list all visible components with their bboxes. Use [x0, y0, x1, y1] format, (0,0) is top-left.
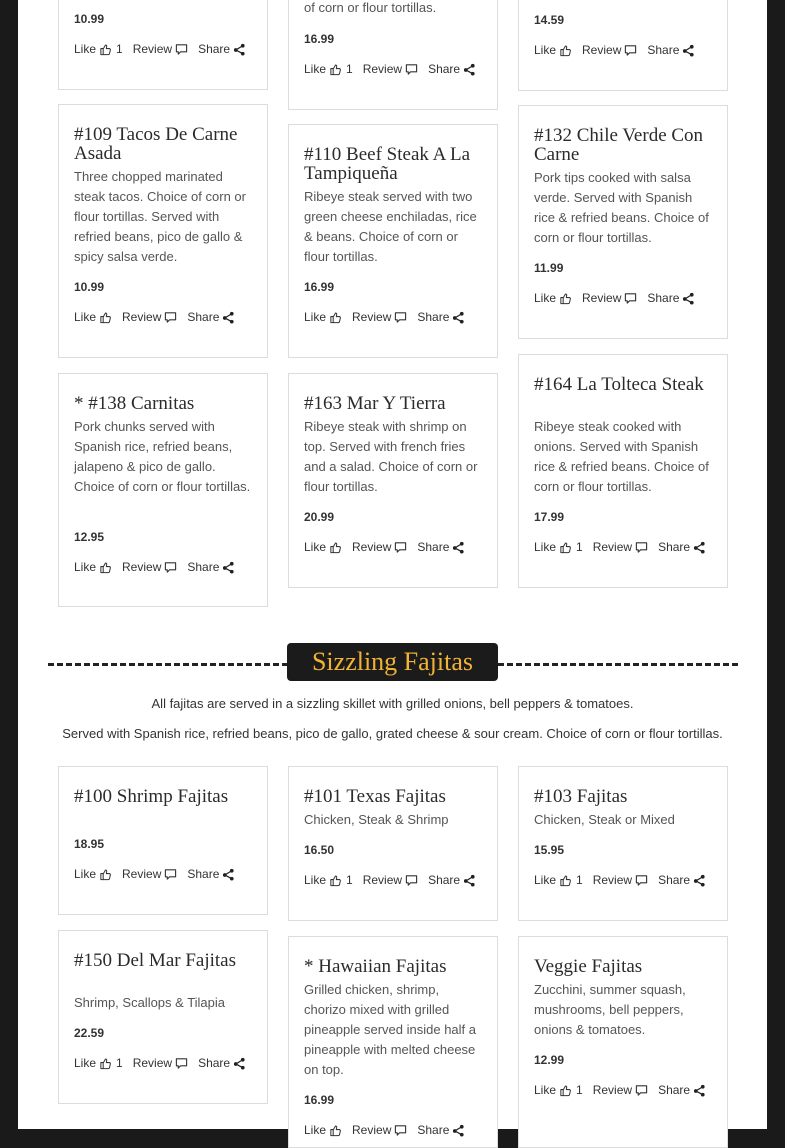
comment-icon [405, 874, 418, 887]
like-button[interactable] [534, 873, 583, 887]
share-label: Share [647, 291, 680, 305]
share-label: Share [658, 873, 691, 887]
review-button[interactable] [122, 310, 177, 324]
share-button[interactable] [198, 42, 246, 56]
comment-icon [394, 311, 407, 324]
thumbs-up-icon [329, 63, 342, 76]
share-icon [682, 44, 695, 57]
comment-icon [394, 1124, 407, 1137]
menu-item-card [288, 766, 498, 921]
like-count: 1 [116, 1056, 123, 1070]
menu-item-card [58, 0, 268, 90]
share-icon [222, 868, 235, 881]
like-label: Like [74, 560, 97, 574]
item-price: 12.95 [74, 530, 105, 544]
item-description: Ribeye steak served with two green cheese enchiladas, rice & beans. Choice of corn or flour tortillas. [304, 189, 477, 264]
like-button[interactable] [534, 540, 583, 554]
item-actions [534, 291, 695, 305]
item-actions [304, 1123, 465, 1137]
menu-page [18, 0, 767, 1137]
like-button[interactable] [74, 310, 112, 324]
menu-item-card [288, 0, 498, 110]
like-label: Like [74, 1056, 97, 1070]
share-button[interactable] [187, 310, 235, 324]
share-icon [452, 1124, 465, 1137]
like-label: Like [74, 310, 97, 324]
review-button[interactable] [582, 291, 637, 305]
review-label: Review [352, 310, 392, 324]
review-label: Review [122, 867, 162, 881]
share-icon [452, 541, 465, 554]
item-price: 16.99 [304, 1093, 335, 1107]
review-button[interactable] [122, 560, 177, 574]
item-actions [534, 540, 706, 554]
review-button[interactable] [133, 1056, 188, 1070]
item-description: Ribeye steak cooked with onions. Served with Spanish rice & refried beans. Choice of corn or flour tortillas. [534, 419, 709, 494]
comment-icon [624, 292, 637, 305]
like-button[interactable] [534, 291, 572, 305]
thumbs-up-icon [559, 292, 572, 305]
like-button[interactable] [74, 867, 112, 881]
like-label: Like [304, 540, 327, 554]
item-title: #150 Del Mar Fajitas [74, 950, 237, 971]
comment-icon [164, 868, 177, 881]
share-icon [693, 541, 706, 554]
share-label: Share [417, 1123, 450, 1137]
thumbs-up-icon [329, 1124, 342, 1137]
share-button[interactable] [417, 1123, 465, 1137]
share-button[interactable] [417, 310, 465, 324]
item-description: Pork tips cooked with salsa verde. Served with Spanish rice & refried beans. Choice of corn or flour tortillas. [534, 170, 709, 245]
like-button[interactable] [534, 43, 572, 57]
menu-item-card [518, 105, 728, 339]
like-label: Like [534, 540, 557, 554]
menu-item-card [518, 354, 728, 588]
item-actions [534, 43, 695, 57]
share-button[interactable] [417, 540, 465, 554]
item-description: of corn or flour tortillas. [304, 0, 437, 15]
menu-item-card [58, 104, 268, 358]
like-label: Like [534, 1083, 557, 1097]
item-price: 15.95 [534, 843, 565, 857]
item-price: 10.99 [74, 12, 105, 26]
item-price: 11.99 [534, 261, 564, 275]
item-title: * Hawaiian Fajitas [304, 956, 447, 977]
share-button[interactable] [198, 1056, 246, 1070]
thumbs-up-icon [99, 1057, 112, 1070]
share-button[interactable] [647, 43, 695, 57]
share-label: Share [428, 873, 461, 887]
like-label: Like [534, 291, 557, 305]
item-actions [304, 540, 465, 554]
like-label: Like [304, 62, 327, 76]
share-button[interactable] [658, 1083, 706, 1097]
comment-icon [175, 43, 188, 56]
share-button[interactable] [428, 873, 476, 887]
thumbs-up-icon [329, 874, 342, 887]
item-title: #132 Chile Verde Con Carne [534, 125, 704, 165]
like-label: Like [74, 867, 97, 881]
thumbs-up-icon [559, 1084, 572, 1097]
item-title: #101 Texas Fajitas [304, 786, 446, 807]
item-price: 17.99 [534, 510, 565, 524]
share-label: Share [647, 43, 680, 57]
like-count: 1 [346, 873, 353, 887]
like-label: Like [304, 1123, 327, 1137]
share-button[interactable] [187, 560, 235, 574]
item-actions [74, 560, 235, 574]
thumbs-up-icon [99, 43, 112, 56]
share-icon [233, 43, 246, 56]
share-label: Share [417, 540, 450, 554]
like-button[interactable] [74, 42, 123, 56]
like-count: 1 [116, 42, 123, 56]
share-label: Share [187, 867, 220, 881]
share-label: Share [198, 1056, 231, 1070]
review-label: Review [592, 1083, 633, 1097]
item-description: Chicken, Steak & Shrimp [304, 812, 449, 827]
menu-item-card [288, 373, 498, 588]
menu-item-card [288, 124, 498, 358]
item-description: Zucchini, summer squash, mushrooms, bell peppers, onions & tomatoes. [534, 982, 686, 1037]
thumbs-up-icon [559, 44, 572, 57]
item-description: Shrimp, Scallops & Tilapia [74, 995, 226, 1010]
item-actions [304, 62, 476, 76]
review-label: Review [352, 1123, 392, 1137]
item-price: 16.99 [304, 280, 335, 294]
thumbs-up-icon [99, 561, 112, 574]
like-count: 1 [576, 540, 583, 554]
like-button[interactable] [304, 873, 353, 887]
menu-item-card [58, 930, 268, 1104]
share-icon [693, 874, 706, 887]
like-button[interactable] [74, 560, 112, 574]
item-actions [304, 873, 476, 887]
share-label: Share [187, 310, 220, 324]
review-button[interactable] [363, 62, 418, 76]
item-actions [74, 867, 235, 881]
item-price: 16.99 [304, 32, 335, 46]
review-label: Review [352, 540, 392, 554]
comment-icon [635, 1084, 648, 1097]
item-actions [304, 310, 465, 324]
section-note: Served with Spanish rice, refried beans, pico de gallo, grated cheese & sour cream. Choice of corn or flour tortillas. [62, 726, 723, 741]
review-label: Review [132, 1056, 173, 1070]
review-label: Review [122, 560, 162, 574]
item-actions [74, 1056, 246, 1070]
item-title: * #138 Carnitas [74, 393, 195, 414]
item-description: Grilled chicken, shrimp, chorizo mixed with grilled pineapple served inside half a pineapple with melted cheese on top. [304, 982, 477, 1077]
item-description: Pork chunks served with Spanish rice, refried beans, jalapeno & pico de gallo. Choice of corn or flour tortillas. [74, 419, 251, 494]
item-title: #163 Mar Y Tierra [304, 393, 446, 414]
like-label: Like [534, 43, 557, 57]
item-title: #164 La Tolteca Steak [534, 374, 704, 395]
review-button[interactable] [582, 43, 637, 57]
menu-item-card [518, 936, 728, 1148]
share-label: Share [658, 1083, 691, 1097]
item-title: #109 Tacos De Carne Asada [74, 124, 238, 164]
item-title: #103 Fajitas [534, 786, 628, 807]
like-label: Like [304, 310, 327, 324]
review-label: Review [362, 62, 403, 76]
review-label: Review [592, 540, 633, 554]
share-button[interactable] [428, 62, 476, 76]
share-icon [222, 561, 235, 574]
like-button[interactable] [304, 62, 353, 76]
share-label: Share [198, 42, 231, 56]
menu-item-card [58, 766, 268, 915]
section-note: All fajitas are served in a sizzling skillet with grilled onions, bell peppers & tomatoes. [151, 696, 634, 711]
thumbs-up-icon [329, 311, 342, 324]
item-price: 10.99 [74, 280, 105, 294]
item-price: 14.59 [534, 13, 565, 27]
comment-icon [394, 541, 407, 554]
review-label: Review [122, 310, 162, 324]
review-label: Review [582, 43, 622, 57]
item-title: Veggie Fajitas [534, 956, 643, 977]
share-label: Share [658, 540, 691, 554]
item-price: 22.59 [74, 1026, 105, 1040]
share-label: Share [187, 560, 220, 574]
like-count: 1 [576, 873, 583, 887]
review-label: Review [362, 873, 403, 887]
like-button[interactable] [304, 540, 342, 554]
like-count: 1 [576, 1083, 583, 1097]
share-icon [463, 874, 476, 887]
review-button[interactable] [122, 867, 177, 881]
like-button[interactable] [304, 1123, 342, 1137]
item-price: 16.50 [304, 843, 335, 857]
comment-icon [164, 561, 177, 574]
item-title: #100 Shrimp Fajitas [74, 786, 229, 807]
share-icon [463, 63, 476, 76]
like-button[interactable] [304, 310, 342, 324]
share-icon [682, 292, 695, 305]
like-label: Like [304, 873, 327, 887]
thumbs-up-icon [99, 868, 112, 881]
item-actions [534, 873, 706, 887]
item-price: 18.95 [74, 837, 105, 851]
item-title: #110 Beef Steak A La Tampiqueña [304, 144, 471, 184]
share-icon [452, 311, 465, 324]
like-button[interactable] [534, 1083, 583, 1097]
review-button[interactable] [352, 1123, 407, 1137]
item-price: 20.99 [304, 510, 335, 524]
review-button[interactable] [593, 1083, 648, 1097]
thumbs-up-icon [559, 541, 572, 554]
review-label: Review [582, 291, 622, 305]
share-button[interactable] [187, 867, 235, 881]
comment-icon [624, 44, 637, 57]
review-button[interactable] [133, 42, 188, 56]
thumbs-up-icon [99, 311, 112, 324]
like-count: 1 [346, 62, 353, 76]
thumbs-up-icon [559, 874, 572, 887]
menu-item-card [518, 766, 728, 921]
review-button[interactable] [352, 540, 407, 554]
share-icon [222, 311, 235, 324]
section-title: Sizzling Fajitas [287, 643, 498, 681]
item-description: Ribeye steak with shrimp on top. Served with french fries and a salad. Choice of corn or flour tortillas. [304, 419, 478, 494]
review-button[interactable] [363, 873, 418, 887]
share-button[interactable] [658, 540, 706, 554]
comment-icon [635, 874, 648, 887]
thumbs-up-icon [329, 541, 342, 554]
review-label: Review [592, 873, 633, 887]
share-label: Share [428, 62, 461, 76]
comment-icon [175, 1057, 188, 1070]
item-description: Three chopped marinated steak tacos. Choice of corn or flour tortillas. Served with refried beans, pico de gallo & spicy salsa verde. [74, 169, 246, 264]
review-button[interactable] [593, 540, 648, 554]
review-button[interactable] [593, 873, 648, 887]
like-label: Like [534, 873, 557, 887]
like-label: Like [74, 42, 97, 56]
review-label: Review [132, 42, 173, 56]
item-actions [534, 1083, 706, 1097]
item-actions [74, 310, 235, 324]
share-button[interactable] [658, 873, 706, 887]
section-header [48, 643, 738, 681]
menu-item-card [518, 0, 728, 91]
menu-item-card [58, 373, 268, 607]
share-label: Share [417, 310, 450, 324]
item-price: 12.99 [534, 1053, 565, 1067]
like-button[interactable] [74, 1056, 123, 1070]
share-button[interactable] [647, 291, 695, 305]
comment-icon [164, 311, 177, 324]
comment-icon [405, 63, 418, 76]
share-icon [233, 1057, 246, 1070]
item-actions [74, 42, 246, 56]
review-button[interactable] [352, 310, 407, 324]
share-icon [693, 1084, 706, 1097]
menu-item-card [288, 936, 498, 1148]
comment-icon [635, 541, 648, 554]
item-description: Chicken, Steak or Mixed [534, 812, 675, 827]
